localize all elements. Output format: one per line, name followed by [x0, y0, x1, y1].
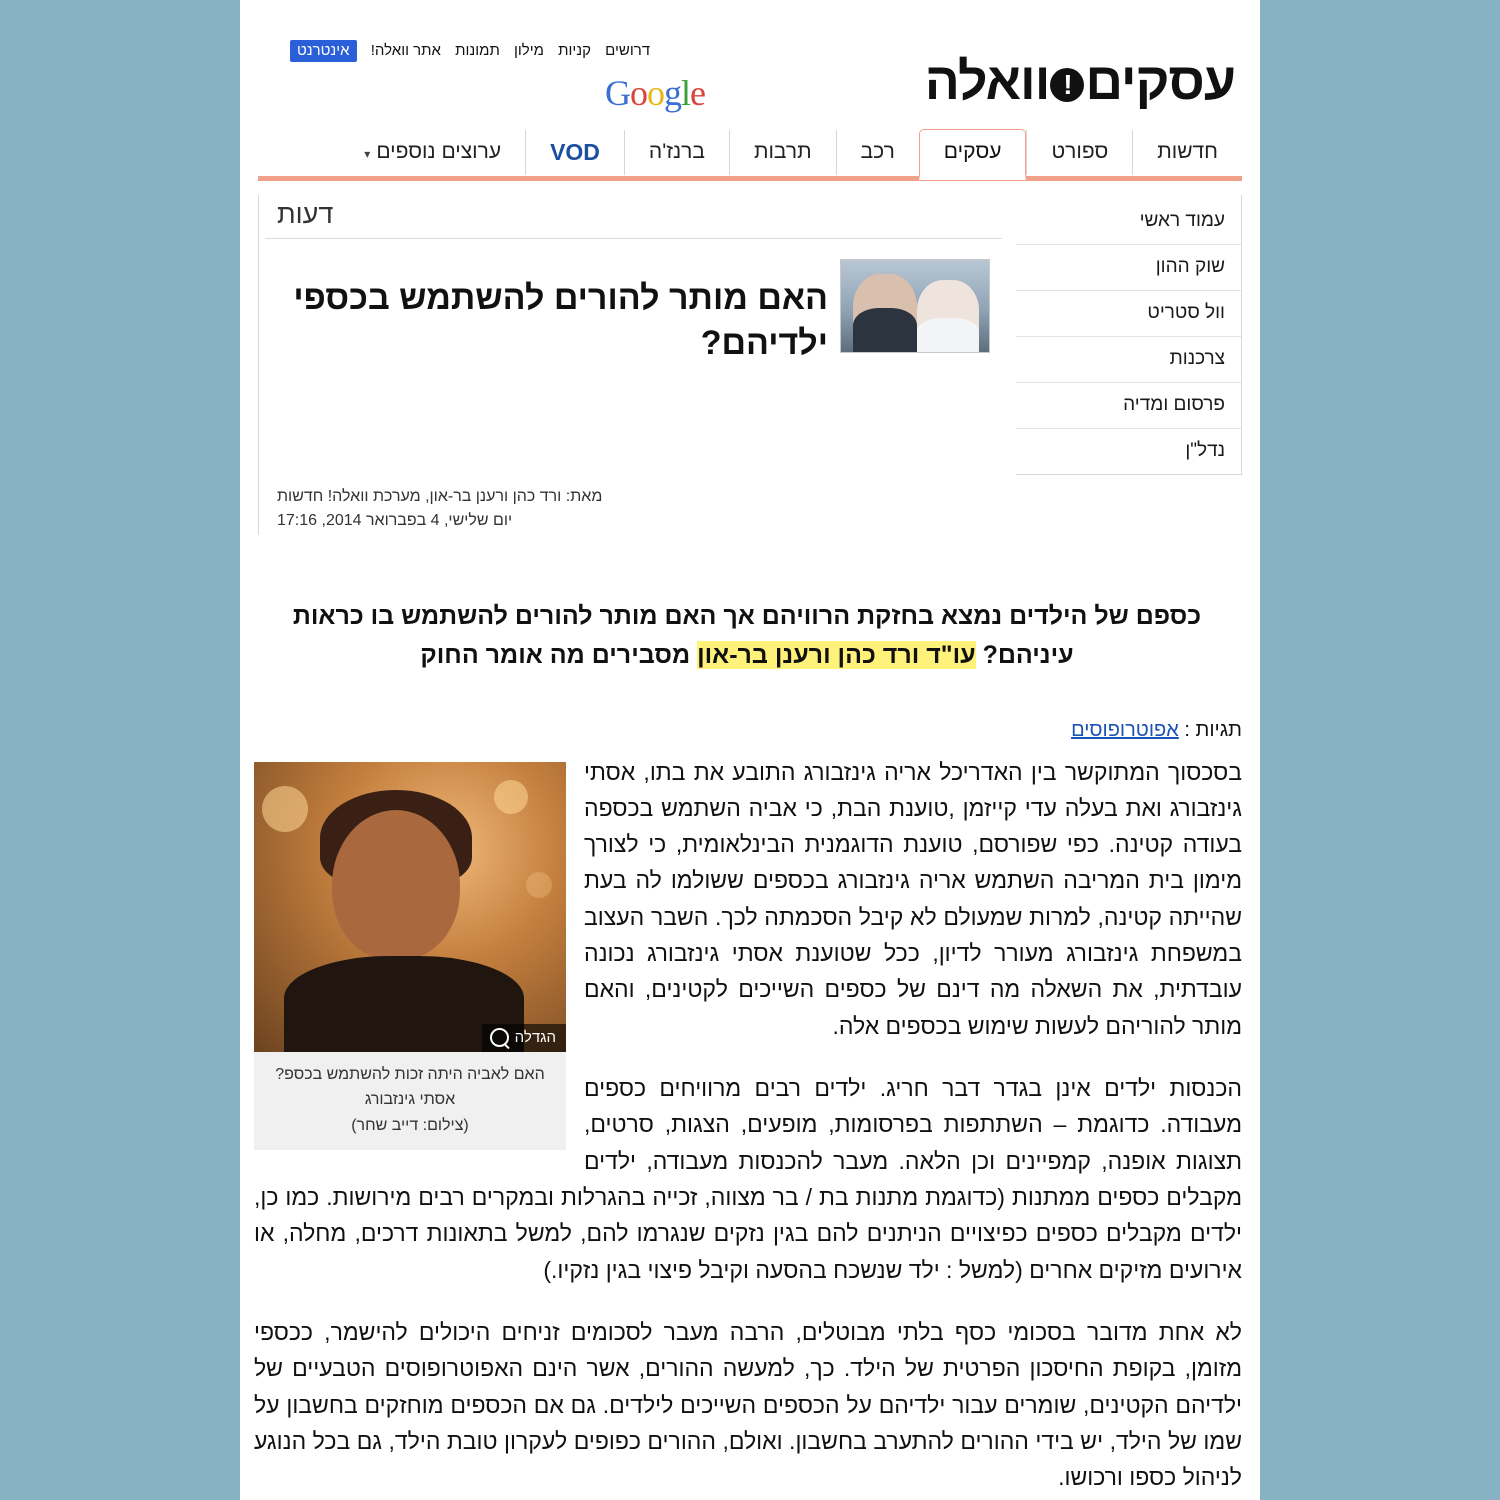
- topnav-item-tmunot[interactable]: תמונות: [455, 42, 500, 59]
- sidebar-item-real-estate[interactable]: נדל"ן: [1185, 440, 1225, 461]
- topnav-item-walla-site[interactable]: אתר וואלה!: [370, 42, 441, 59]
- google-letter-g2: g: [664, 73, 681, 113]
- sidebar-item-wall-street[interactable]: וול סטריט: [1016, 291, 1241, 337]
- sidebar-item-capital-market[interactable]: שוק ההון: [1016, 245, 1241, 291]
- brand-exclamation-icon: !: [1050, 68, 1084, 102]
- topnav-item-droshim[interactable]: דרושים: [605, 42, 651, 59]
- sidebar-item-home[interactable]: עמוד ראשי: [1016, 199, 1241, 245]
- site-logo[interactable]: [925, 52, 1235, 112]
- tab-culture[interactable]: תרבות: [729, 130, 836, 175]
- tab-sport[interactable]: ספורט: [1026, 130, 1132, 175]
- tab-more-channels[interactable]: [340, 130, 525, 177]
- brand-name: וואלה: [924, 53, 1050, 111]
- tag-link-apotroposim[interactable]: אפוטרופוסים: [1071, 718, 1179, 741]
- paragraph-2: הכנסות ילדים אינן בגדר דבר חריג. ילדים רבים מרוויחים כספים מעבודה. כדוגמת – השתתפות בפרסומות, מופעים, הצגות, סרטים, תצוגות אופנה, קמפיינים וכן הלאה. מעבר להכנסות מעבודה, ילדים מקבלים כספים ממתנות (כדוגמת מתנות בת / בר מצווה, זכייה בהגרלות ובמקרים רבים מירושות. כמו כן, ילדים מקבלים כספים כפיצויים הניתנים להם בגין נזקים שנגרמו להם, למשל בתאונות דרכים, מחלה, או אירועים מזיקים אחרים (למשל : ילד שנשכח בהסעה וקיבל פיצוי בגין נזקיו.): [254, 1075, 1242, 1283]
- topnav-item-kniyot[interactable]: קניות: [558, 42, 591, 59]
- tags-label: תגיות :: [1184, 718, 1242, 741]
- page-title: האם מותר להורים להשתמש בכספי ילדיהם?: [293, 278, 828, 362]
- sidebar-item-consumerism[interactable]: צרכנות: [1016, 337, 1241, 383]
- article-lead: [240, 535, 1260, 675]
- google-letter-o2: o: [647, 73, 664, 113]
- magnifier-icon: [490, 1028, 509, 1047]
- article-body: [240, 742, 1260, 1500]
- figure-caption-credit: (צילום: דייב שחר): [351, 1116, 469, 1134]
- tab-more-channels-label: ערוצים נוספים: [376, 140, 502, 163]
- paragraph-3: לא אחת מדובר בסכומי כסף בלתי מבוטלים, הרבה מעבר לסכומים זניחים היכולים להישמר, ככספי מזומן, בקופת החיסכון הפרטית של הילד. כך, למעשה ההורים, אשר הינם האפוטרופוסים הטבעיים של ילדיהם הקטינים, שומרים עבור ילדיהם על הכספים השייכים לילדים. גם אם הכספים מוחזקים בחשבון על שמו של הילד, יש בידי ההורים להתערב בחשבון. ואולם, ההורים כפופים לעקרון טובת הילד, גם בכל הנוגע לניהול כספו ורכושו.: [254, 1319, 1242, 1491]
- sidebar: [1016, 195, 1242, 475]
- top-bar: [240, 0, 1260, 130]
- tab-vod[interactable]: VOD: [525, 130, 624, 175]
- paragraph-1: בסכסוך המתוקשר בין האדריכל אריה גינזבורג התובע את בתו, אסתי גינזבורג ואת בעלה עדי קייזמן ,טוענת הבת, כי אביה השתמש בכספה בעודה קטינה. כפי שפורסם, טוענת הדוגמנית הבינלאומית, כי לצורך מימון בית המריבה השתמש אריה גינזבורג בכספים ששולמו לה בעת שהייתה קטינה, למרות שמעולם לא קיבל הסכמתה לכך. השבר העצוב במשפחת גינזבורג מעורר לדיון, ככל שטוענת אסתי גינזבורג נכונה עובדתית, את השאלה מה דינם של כספים השייכים לקטינים, והאם מותר להוריהם לעשות שימוש בכספים אלה.: [584, 758, 1242, 1039]
- article-thumbnail-image: [840, 259, 990, 353]
- sidebar-item-advertising-media[interactable]: פרסום ומדיה: [1016, 383, 1241, 429]
- article-header: [258, 195, 1002, 535]
- figure-caption-text: האם לאביה היתה זכות להשתמש בכספ? אסתי גינזבורג: [275, 1065, 545, 1109]
- byline-date: יום שלישי, 4 בפברואר 2014, 17:16: [277, 512, 513, 529]
- google-letter-l: l: [681, 73, 691, 113]
- google-logo: [605, 72, 705, 114]
- bokeh-2: [494, 780, 528, 814]
- thumbnail-person-left: [917, 280, 979, 352]
- bokeh-3: [526, 872, 552, 898]
- chevron-down-icon: ▾: [364, 147, 371, 161]
- main-nav: [258, 130, 1242, 181]
- tab-news[interactable]: חדשות: [1132, 130, 1242, 175]
- lead-highlight: עו"ד ורד כהן ורענן בר-און: [697, 640, 976, 669]
- tab-business[interactable]: עסקים: [919, 129, 1027, 180]
- brand-section: עסקים: [1085, 53, 1235, 111]
- lead-text-before: כספם של הילדים נמצא בחזקת הרוויהם אך האם מותר להורים להשתמש בו כראות עיניהם?: [292, 602, 1202, 669]
- tab-cars[interactable]: רכב: [836, 130, 919, 175]
- enlarge-label: הגדלה: [514, 1028, 556, 1046]
- tags-row: [240, 675, 1260, 742]
- photo-face: [332, 810, 460, 960]
- section-label: דעות: [265, 195, 1002, 239]
- topnav-item-milon[interactable]: מילון: [513, 42, 544, 59]
- enlarge-button[interactable]: [482, 1024, 566, 1052]
- headline-wrap: [265, 239, 1002, 475]
- article-photo: [254, 762, 566, 1052]
- topnav-item-internet[interactable]: אינטרנט: [290, 40, 357, 62]
- tab-branza[interactable]: ברנז'ה: [624, 130, 729, 175]
- page-container: [240, 0, 1260, 1500]
- figure-caption: [254, 1052, 566, 1151]
- google-letter-e: e: [690, 73, 705, 113]
- content-area: [258, 195, 1242, 535]
- google-letter-g: G: [605, 73, 630, 113]
- lead-text-after: מסבירים מה אומר החוק: [420, 640, 698, 669]
- byline: [265, 475, 1002, 535]
- thumbnail-person-right: [853, 274, 917, 352]
- google-letter-o1: o: [630, 73, 647, 113]
- article-figure: [254, 762, 566, 1151]
- byline-authors: מאת: ורד כהן ורענן בר-און, מערכת וואלה! חדשות: [277, 488, 603, 505]
- bokeh-1: [262, 786, 308, 832]
